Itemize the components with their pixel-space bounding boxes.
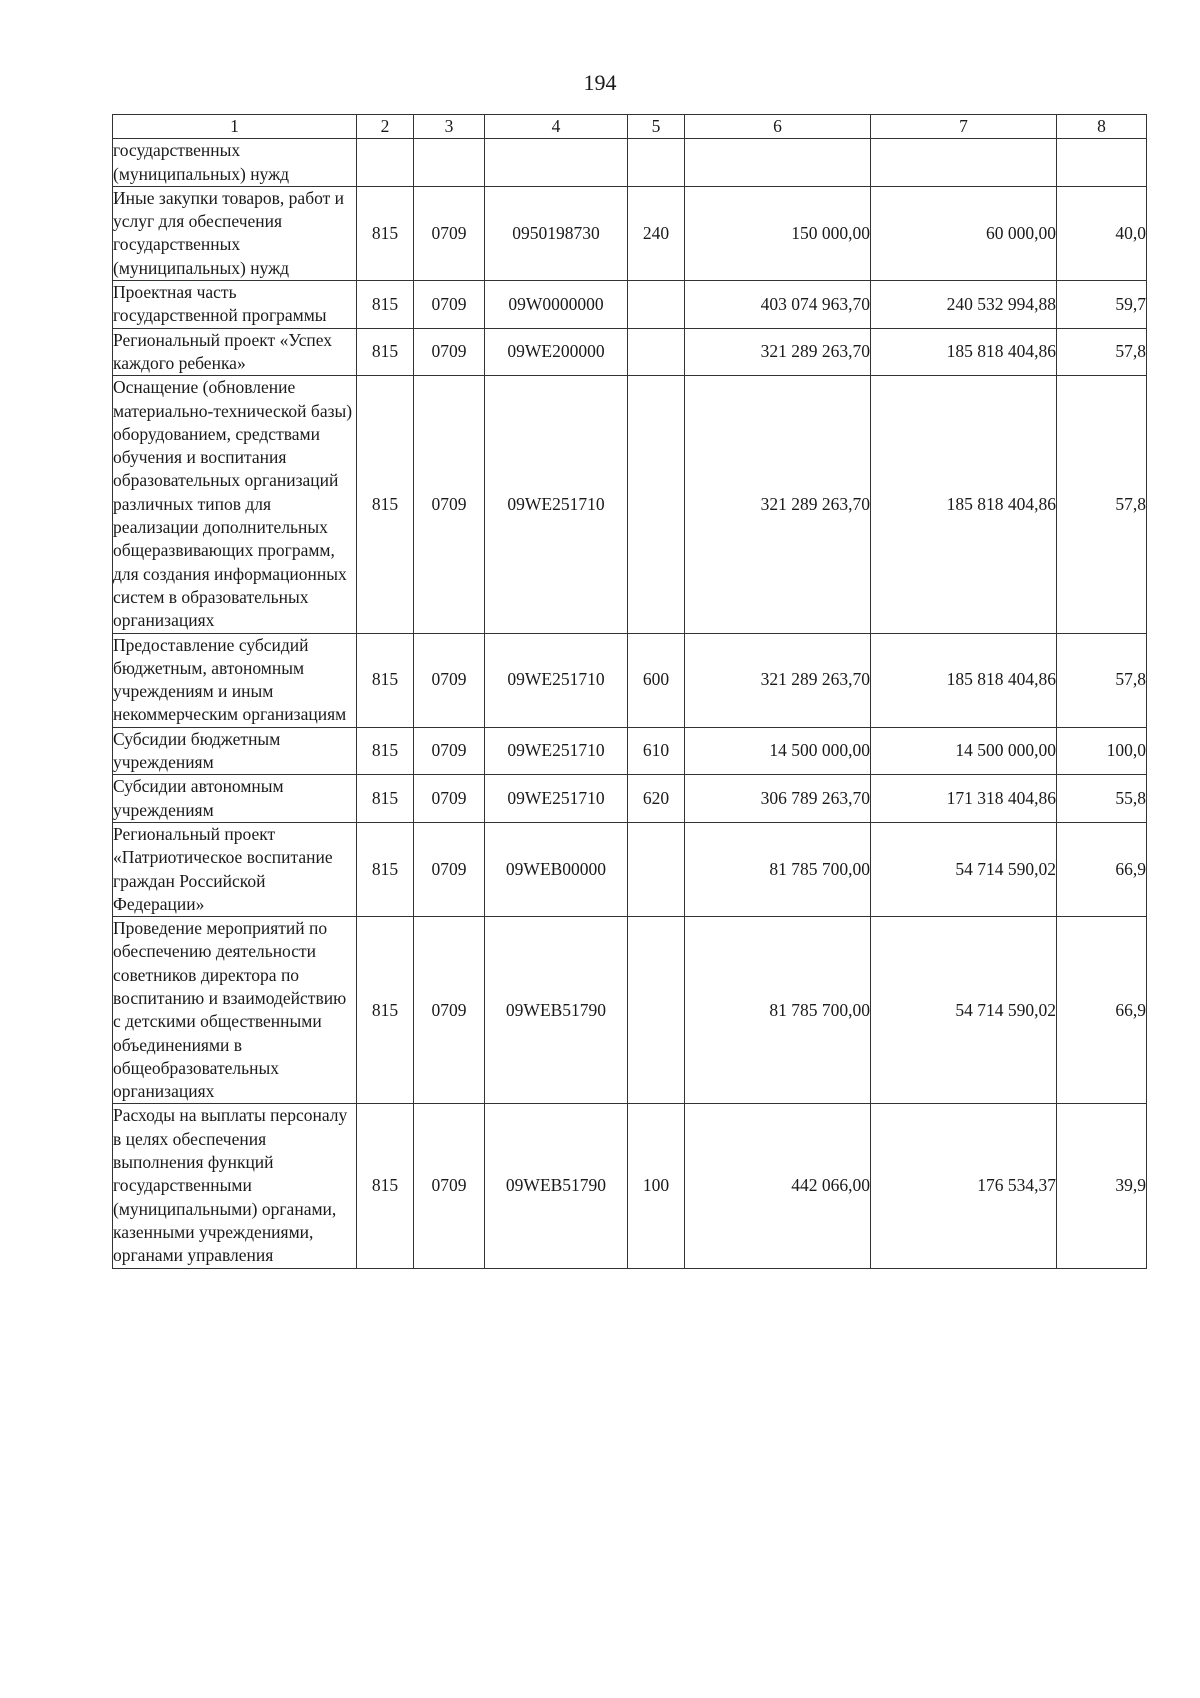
row-actual-amount: 176 534,37	[871, 1104, 1057, 1268]
col-header-1: 1	[113, 115, 357, 139]
row-expense-type	[628, 376, 685, 633]
row-grbs-code: 815	[357, 376, 414, 633]
row-section-code: 0709	[414, 281, 485, 329]
row-actual-amount	[871, 139, 1057, 187]
table-row	[113, 376, 1147, 633]
row-actual-amount: 60 000,00	[871, 186, 1057, 280]
row-grbs-code: 815	[357, 633, 414, 727]
row-plan-amount: 81 785 700,00	[685, 917, 871, 1104]
table-row	[113, 186, 1147, 280]
col-header-5: 5	[628, 115, 685, 139]
row-section-code: 0709	[414, 917, 485, 1104]
row-plan-amount	[685, 139, 871, 187]
table-row	[113, 328, 1147, 376]
row-name: Субсидии автономным учреждениям	[113, 775, 357, 823]
row-target-code: 09WEB00000	[485, 822, 628, 916]
row-section-code: 0709	[414, 376, 485, 633]
row-grbs-code: 815	[357, 775, 414, 823]
row-plan-amount: 442 066,00	[685, 1104, 871, 1268]
row-actual-amount: 240 532 994,88	[871, 281, 1057, 329]
row-grbs-code: 815	[357, 328, 414, 376]
row-section-code	[414, 139, 485, 187]
row-target-code: 09WE251710	[485, 633, 628, 727]
row-expense-type	[628, 917, 685, 1104]
row-name: Региональный проект «Патриотическое воспитание граждан Российской Федерации»	[113, 822, 357, 916]
row-expense-type: 620	[628, 775, 685, 823]
table-row	[113, 822, 1147, 916]
header-row	[113, 115, 1147, 139]
row-expense-type	[628, 139, 685, 187]
row-grbs-code: 815	[357, 727, 414, 775]
row-target-code: 09WE251710	[485, 376, 628, 633]
row-percent: 59,7	[1057, 281, 1147, 329]
row-percent: 57,8	[1057, 328, 1147, 376]
row-percent: 39,9	[1057, 1104, 1147, 1268]
row-name: Региональный проект «Успех каждого ребенка»	[113, 328, 357, 376]
row-section-code: 0709	[414, 822, 485, 916]
row-target-code: 09WEB51790	[485, 1104, 628, 1268]
row-percent: 57,8	[1057, 376, 1147, 633]
row-percent: 66,9	[1057, 822, 1147, 916]
table-row	[113, 281, 1147, 329]
row-percent	[1057, 139, 1147, 187]
row-section-code: 0709	[414, 775, 485, 823]
row-name: Субсидии бюджетным учреждениям	[113, 727, 357, 775]
col-header-6: 6	[685, 115, 871, 139]
row-plan-amount: 321 289 263,70	[685, 328, 871, 376]
row-expense-type	[628, 822, 685, 916]
row-grbs-code: 815	[357, 822, 414, 916]
row-section-code: 0709	[414, 1104, 485, 1268]
row-target-code: 09W0000000	[485, 281, 628, 329]
row-grbs-code: 815	[357, 186, 414, 280]
row-actual-amount: 14 500 000,00	[871, 727, 1057, 775]
row-actual-amount: 171 318 404,86	[871, 775, 1057, 823]
row-target-code: 09WE200000	[485, 328, 628, 376]
row-expense-type	[628, 281, 685, 329]
row-plan-amount: 150 000,00	[685, 186, 871, 280]
row-actual-amount: 185 818 404,86	[871, 376, 1057, 633]
row-grbs-code: 815	[357, 1104, 414, 1268]
row-grbs-code: 815	[357, 917, 414, 1104]
row-name: Иные закупки товаров, работ и услуг для обеспечения государственных (муниципальных) нужд	[113, 186, 357, 280]
table-row	[113, 1104, 1147, 1268]
row-grbs-code	[357, 139, 414, 187]
col-header-8: 8	[1057, 115, 1147, 139]
row-actual-amount: 54 714 590,02	[871, 917, 1057, 1104]
row-name: Предоставление субсидий бюджетным, автономным учреждениям и иным некоммерческим организациям	[113, 633, 357, 727]
row-plan-amount: 14 500 000,00	[685, 727, 871, 775]
row-name: Расходы на выплаты персоналу в целях обеспечения выполнения функций государственными (муниципальными) органами, казенными учреждениями, органами управления	[113, 1104, 357, 1268]
row-name: Проектная часть государственной программы	[113, 281, 357, 329]
table-row	[113, 917, 1147, 1104]
row-section-code: 0709	[414, 727, 485, 775]
row-actual-amount: 185 818 404,86	[871, 633, 1057, 727]
row-plan-amount: 81 785 700,00	[685, 822, 871, 916]
budget-table	[112, 114, 1147, 1269]
row-target-code: 09WEB51790	[485, 917, 628, 1104]
table-row	[113, 775, 1147, 823]
row-plan-amount: 306 789 263,70	[685, 775, 871, 823]
row-section-code: 0709	[414, 328, 485, 376]
row-target-code	[485, 139, 628, 187]
row-target-code: 0950198730	[485, 186, 628, 280]
row-percent: 57,8	[1057, 633, 1147, 727]
col-header-3: 3	[414, 115, 485, 139]
row-expense-type: 100	[628, 1104, 685, 1268]
table-row	[113, 727, 1147, 775]
col-header-4: 4	[485, 115, 628, 139]
row-section-code: 0709	[414, 633, 485, 727]
row-percent: 55,8	[1057, 775, 1147, 823]
table-row	[113, 139, 1147, 187]
row-target-code: 09WE251710	[485, 775, 628, 823]
row-target-code: 09WE251710	[485, 727, 628, 775]
row-plan-amount: 321 289 263,70	[685, 376, 871, 633]
row-expense-type: 610	[628, 727, 685, 775]
col-header-7: 7	[871, 115, 1057, 139]
row-section-code: 0709	[414, 186, 485, 280]
row-percent: 40,0	[1057, 186, 1147, 280]
row-expense-type: 600	[628, 633, 685, 727]
row-name: Оснащение (обновление материально-технической базы) оборудованием, средствами обучения и воспитания образовательных организаций различных типов для реализации дополнительных общеразвивающих программ, для создания информационных систем в образовательных организациях	[113, 376, 357, 633]
row-actual-amount: 54 714 590,02	[871, 822, 1057, 916]
table-row	[113, 633, 1147, 727]
row-expense-type: 240	[628, 186, 685, 280]
row-name: Проведение мероприятий по обеспечению деятельности советников директора по воспитанию и взаимодействию с детскими общественными объединениями в общеобразовательных организациях	[113, 917, 357, 1104]
row-percent: 100,0	[1057, 727, 1147, 775]
page-number: 194	[583, 70, 617, 95]
col-header-2: 2	[357, 115, 414, 139]
row-percent: 66,9	[1057, 917, 1147, 1104]
row-plan-amount: 321 289 263,70	[685, 633, 871, 727]
row-plan-amount: 403 074 963,70	[685, 281, 871, 329]
row-expense-type	[628, 328, 685, 376]
row-name: государственных (муниципальных) нужд	[113, 139, 357, 187]
row-grbs-code: 815	[357, 281, 414, 329]
row-actual-amount: 185 818 404,86	[871, 328, 1057, 376]
